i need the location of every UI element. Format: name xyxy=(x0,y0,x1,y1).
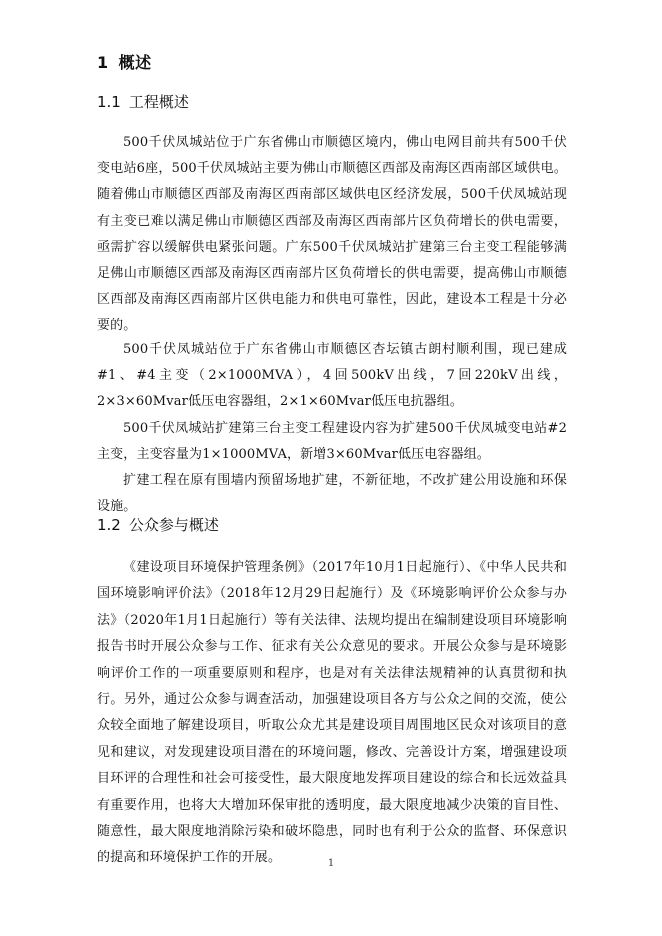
subsection-heading-project-overview xyxy=(97,91,189,112)
subsection-heading-public-participation xyxy=(97,514,219,535)
paragraph-public-participation: 《建设项目环境保护管理条例》（2017年10月1日起施行）、《中华人民共和国环境影响评价法》（2018年12月29日起施行）及《环境影响评价公众参与办法》（2020年1月1日起施行）等有关法律、法规均提出在编制建设项目环境影响报告书时开展公众参与工作、征求有关公众意见的要求。开展公众参与是环境影响评价工作的一项重要原则和程序，也是对有关法律法规精神的认真贯彻和执行。另外，通过公众参与调查活动，加强建设项目各方与公众之间的交流，使公众较全面地了解建设项目，听取公众尤其是建设项目周围地区民众对该项目的意见和建议，对发现建设项目潜在的环境问题，修改、完善设计方案，增强建设项目环评的合理性和社会可接受性，最大限度地发挥项目建设的综合和长远效益具有重要作用，也将大大增加环保审批的透明度，最大限度地减少决策的盲目性、随意性，最大限度地消除污染和破坏隐患，同时也有利于公众的监督、环保意识的提高和环境保护工作的开展。 xyxy=(97,560,567,866)
subsection-title: 工程概述 xyxy=(128,93,189,111)
paragraph-project-background: 500千伏凤城站位于广东省佛山市顺德区境内，佛山电网目前共有500千伏变电站6座，500千伏凤城站主要为佛山市顺德区西部及南海区西南部区域供电。随着佛山市顺德区西部及南海区西南部区域供电区经济发展，500千伏凤城站现有主变已难以满足佛山市顺德区西部及南海区西南部片区负荷增长的供电需要，亟需扩容以缓解供电紧张问题。广东500千伏凤城站扩建第三台主变工程能够满足佛山市顺德区西部及南海区西南部片区负荷增长的供电需要，提高佛山市顺德区西部及南海区西南部片区供电能力和供电可靠性，因此，建设本工程是十分必要的。 xyxy=(97,135,567,334)
paragraph-station-status: 500千伏凤城站位于广东省佛山市顺德区杏坛镇古朗村顺利围，现已建成#1、#4主变（2×1000MVA），4回500kV出线，7回220kV出线，2×3×60Mvar低压电容器组，2×1×60Mvar低压电抗器组。 xyxy=(97,342,567,410)
section-number: 1 xyxy=(97,53,109,72)
page-number: 1 xyxy=(327,858,335,869)
section-heading xyxy=(97,50,152,73)
subsection-title: 公众参与概述 xyxy=(128,516,219,534)
paragraph-construction-content: 500千伏凤城站扩建第三台主变工程建设内容为扩建500千伏凤城变电站#2主变，主变容量为1×1000MVA，新增3×60Mvar低压电容器组。 xyxy=(97,421,567,463)
section-title: 概述 xyxy=(118,53,152,72)
subsection-number: 1.2 xyxy=(97,516,121,534)
subsection-number: 1.1 xyxy=(97,93,121,111)
paragraph-site-note: 扩建工程在原有围墙内预留场地扩建，不新征地，不改扩建公用设施和环保设施。 xyxy=(97,473,567,515)
